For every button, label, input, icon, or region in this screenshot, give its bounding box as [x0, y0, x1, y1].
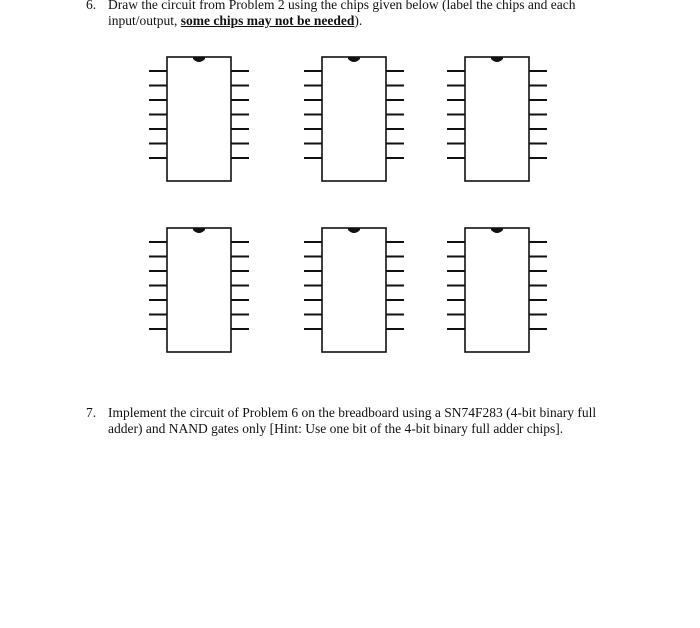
- chip-body: [167, 228, 231, 352]
- problem-6-emphasis: some chips may not be needed: [180, 13, 355, 28]
- dip-chip-drawing: [300, 55, 400, 185]
- chip-body: [322, 57, 386, 181]
- problem-6: [86, 0, 686, 31]
- problem-6-line-1: Draw the circuit from Problem 2 using the chips given below (label the chips and each: [108, 0, 576, 12]
- dip-chip-r2-c3: [443, 226, 543, 356]
- chip-body: [465, 57, 529, 181]
- dip-chip-r1-c2: [300, 55, 400, 185]
- dip-chip-drawing: [443, 226, 543, 356]
- problem-7: [86, 405, 686, 439]
- problem-6-line-2: [108, 13, 608, 29]
- dip-chip-drawing: [145, 226, 245, 356]
- problem-6-number: 6.: [86, 0, 97, 12]
- problem-6-text: [108, 0, 608, 29]
- dip-chip-drawing: [145, 55, 245, 185]
- chip-body: [322, 228, 386, 352]
- dip-chip-r2-c2: [300, 226, 400, 356]
- problem-7-line-2: adder) and NAND gates only [Hint: Use one bit of the 4-bit binary full adder chips].: [108, 421, 564, 436]
- problem-7-number: 7.: [86, 405, 97, 420]
- dip-chip-drawing: [300, 226, 400, 356]
- dip-chip-r1-c1: [145, 55, 245, 185]
- chip-body: [465, 228, 529, 352]
- dip-chip-r2-c1: [145, 226, 245, 356]
- problem-7-text: [108, 405, 618, 437]
- dip-chip-drawing: [443, 55, 543, 185]
- dip-chip-r1-c3: [443, 55, 543, 185]
- problem-6-line-2-pre: input/output,: [108, 13, 181, 28]
- chip-body: [167, 57, 231, 181]
- problem-6-line-2-post: ).: [354, 13, 363, 28]
- problem-7-line-1: Implement the circuit of Problem 6 on the breadboard using a SN74F283 (4-bit binary full: [108, 405, 597, 420]
